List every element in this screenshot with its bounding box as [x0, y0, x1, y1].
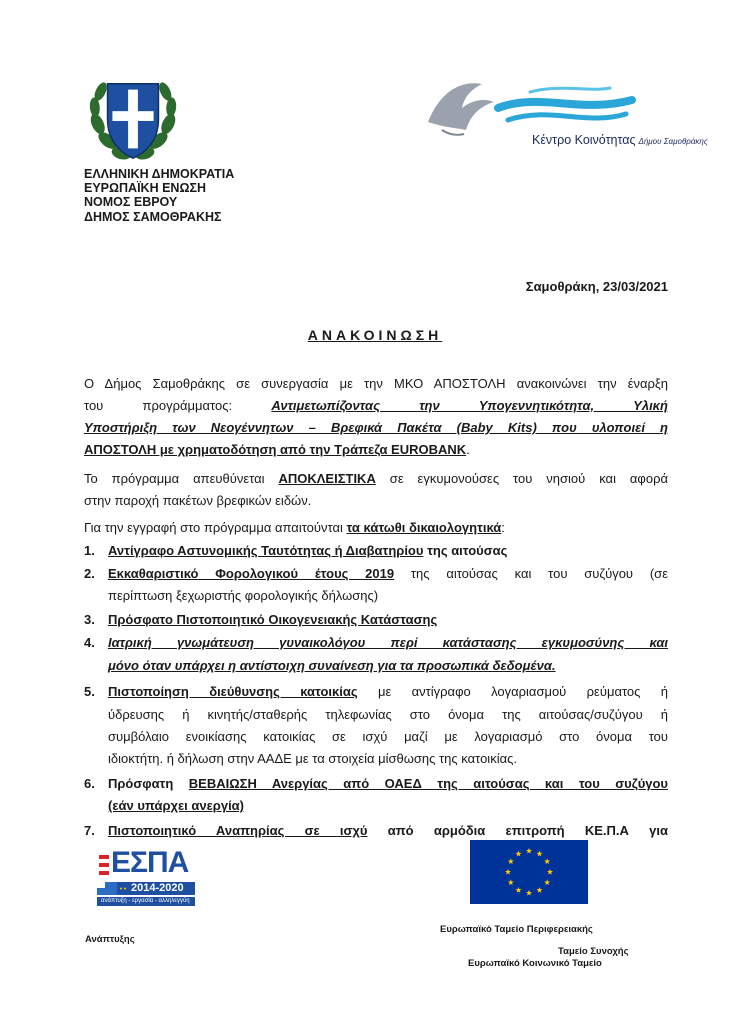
org-line: ΝΟΜΟΣ ΕΒΡΟΥ [84, 195, 178, 210]
org-line: ΕΛΛΗΝΙΚΗ ΔΗΜΟΚΡΑΤΙΑ [84, 167, 235, 181]
list-item-5-cont-2: συμβόλαιο ενοικίασης κατοικίας σε ισχύ μαζί με λογαριασμό στο όνομα του [108, 729, 668, 744]
greek-emblem-icon [84, 70, 182, 168]
para2-line-2: στην παροχή πακέτων βρεφικών ειδών. [84, 493, 312, 508]
org-line: ΕΥΡΩΠΑΪΚΗ ΕΝΩΣΗ [84, 181, 207, 196]
footer-left-text: Ανάπτυξης [85, 934, 135, 945]
eu-flag-icon [470, 840, 588, 904]
intro-text: του προγράμματος: [84, 398, 233, 413]
espa-years: 2014-2020 [131, 882, 184, 894]
org-lines [84, 167, 234, 224]
espa-logo [97, 846, 197, 908]
footer-right-line-1: Ευρωπαϊκό Ταμείο Περιφερειακής [440, 924, 593, 935]
espa-slogan: ανάπτυξη - εργασία - αλληλεγγύη [101, 898, 190, 904]
exclusively-text: ΑΠΟΚΛΕΙΣΤΙΚΑ [278, 471, 376, 486]
logo-sub-text: Δήμου Σαμοθράκης [638, 137, 708, 146]
list-item-5: 5. Πιστοποίηση διεύθυνσης κατοικίας με αντίγραφο λογαριασμού ρεύματος ή [84, 684, 668, 699]
list-item-6-cont: (εάν υπάρχει ανεργία) [108, 798, 244, 813]
list-item-5-cont-1: ύδρευσης ή κινητής/σταθερής τηλεφωνίας στο όνομα της αιτούσας/συζύγου ή [108, 707, 668, 722]
document-title: ΑΝΑΚΟΙΝΩΣΗ [307, 327, 443, 343]
logo-main-text: Κέντρο Κοινότητας [532, 133, 636, 147]
list-item-2-cont: περίπτωση ξεχωριστής φορολογικής δήλωσης) [108, 588, 379, 603]
date-line: Σαμοθράκη, 23/03/2021 [525, 279, 668, 294]
list-item-4-cont: μόνο όταν υπάρχει η αντίστοιχη συναίνεση για τα προσωπικά δεδομένα. [108, 658, 556, 673]
espa-text: ΕΣΠΑ [111, 846, 189, 879]
para3-line: Για την εγγραφή στο πρόγραμμα απαιτούνται τα κάτωθι δικαιολογητικά: [84, 520, 505, 535]
intro-line-2 [84, 395, 668, 417]
footer-right-line-3: Ευρωπαϊκό Κοινωνικό Ταμείο [468, 958, 602, 969]
required-documents-text: τα κάτωθι δικαιολογητικά [346, 520, 502, 535]
intro-line-1: Ο Δήμος Σαμοθράκης σε συνεργασία με την ΜΚΟ ΑΠΟΣΤΟΛΗ ανακοινώνει την έναρξη [84, 376, 668, 391]
list-item-6: 6. Πρόσφατη ΒΕΒΑΙΩΣΗ Ανεργίας από ΟΑΕΔ της αιτούσας και του συζύγου [84, 776, 668, 791]
list-item-4: 4. Ιατρική γνωμάτευση γυναικολόγου περί κατάστασης εγκυμοσύνης και [84, 635, 668, 650]
list-item-3: 3. Πρόσφατο Πιστοποιητικό Οικογενειακής Κατάστασης [84, 612, 438, 627]
para2-line-1: Το πρόγραμμα απευθύνεται ΑΠΟΚΛΕΙΣΤΙΚΑ σε εγκυμονούσες του νησιού και αφορά [84, 471, 668, 486]
list-item-2: 2. Εκκαθαριστικό Φορολογικού έτους 2019 της αιτούσας και του συζύγου (σε [84, 566, 668, 581]
list-item-5-cont-3: ιδιοκτήτη. ή δήλωση στην ΑΑΔΕ με τα στοιχεία μίσθωσης της κατοικίας. [108, 751, 517, 766]
community-center-logo-text [532, 133, 708, 147]
intro-line-3: Υποστήριξη των Νεογέννητων – Βρεφικά Πακέτα (Baby Kits) που υλοποιεί η [84, 420, 668, 435]
list-item-7: 7. Πιστοποιητικό Αναπηρίας σε ισχύ από αρμόδια επιτροπή ΚΕ.Π.Α για [84, 823, 668, 838]
list-item-1: 1. Αντίγραφο Αστυνομικής Ταυτότητας ή Διαβατηρίου της αιτούσας [84, 543, 508, 558]
funding-text: ΑΠΟΣΤΟΛΗ με χρηματοδότηση από την Τράπεζα EUROBANK [84, 442, 467, 457]
footer-right-line-2: Ταμείο Συνοχής [558, 946, 629, 957]
org-line: ΔΗΜΟΣ ΣΑΜΟΘΡΑΚΗΣ [84, 209, 222, 224]
intro-line-4: ΑΠΟΣΤΟΛΗ με χρηματοδότηση από την Τράπεζα EUROBANK. [84, 442, 470, 457]
program-title: Αντιμετωπίζοντας την Υπογεννητικότητα, Υλική [271, 398, 668, 413]
